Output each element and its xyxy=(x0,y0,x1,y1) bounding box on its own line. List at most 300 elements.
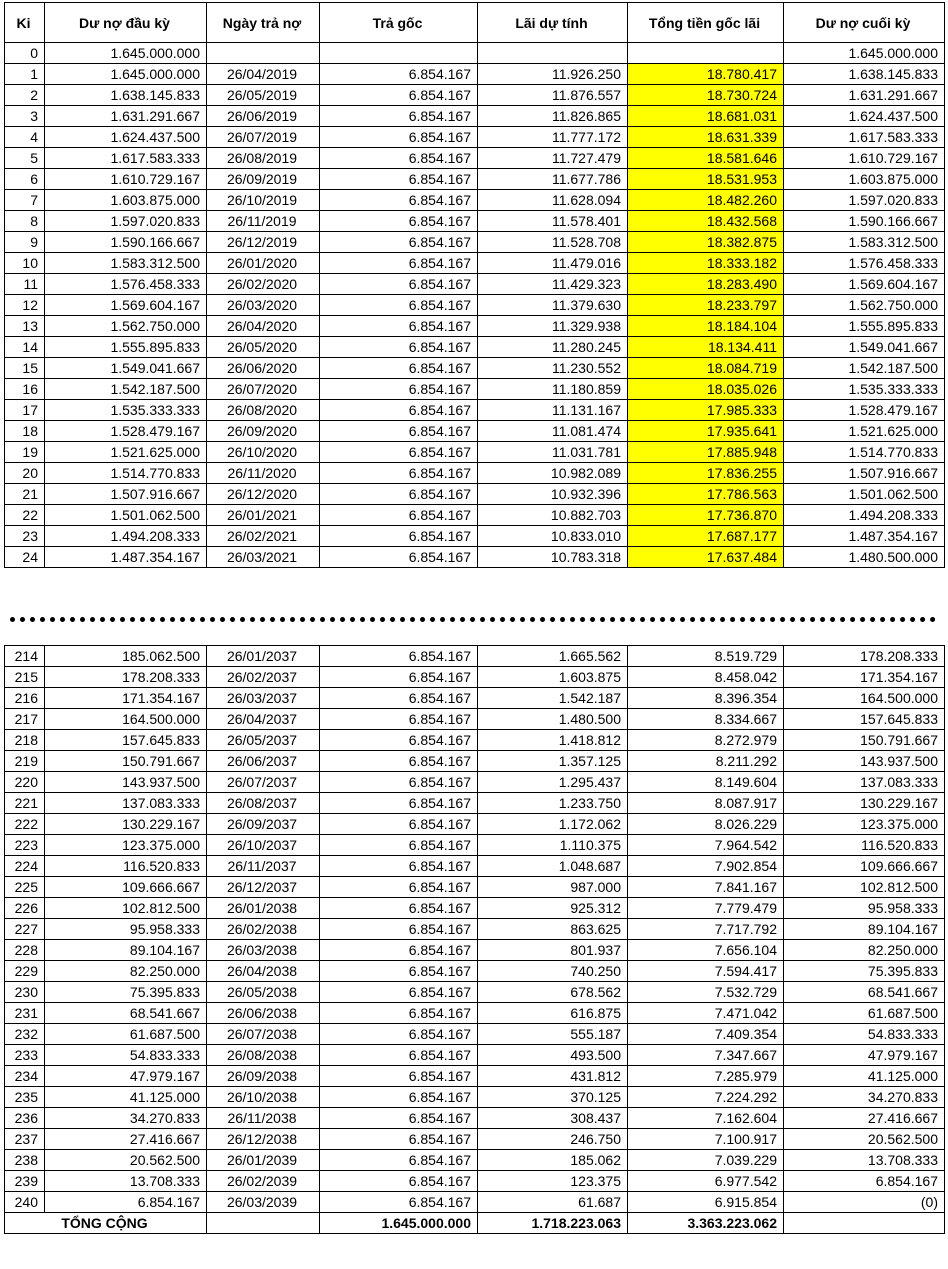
cell-lai-du-tinh: 308.437 xyxy=(478,1108,628,1129)
cell-ngay-tra-no: 26/02/2021 xyxy=(207,526,320,547)
cell-lai-du-tinh: 1.295.437 xyxy=(478,772,628,793)
cell-lai-du-tinh: 493.500 xyxy=(478,1045,628,1066)
cell-du-no-cuoi-ky: 1.610.729.167 xyxy=(784,148,945,169)
cell-du-no-dau-ky: 1.645.000.000 xyxy=(45,43,207,64)
cell-du-no-dau-ky: 1.645.000.000 xyxy=(45,64,207,85)
cell-tong-tien-goc-lai: 8.087.917 xyxy=(628,793,784,814)
cell-ngay-tra-no: 26/08/2038 xyxy=(207,1045,320,1066)
cell-ngay-tra-no: 26/08/2037 xyxy=(207,793,320,814)
table-row xyxy=(5,1108,945,1129)
cell-ki: 11 xyxy=(5,274,45,295)
cell-tong-tien-goc-lai: 7.779.479 xyxy=(628,898,784,919)
cell-tong-tien-goc-lai xyxy=(628,43,784,64)
table-row xyxy=(5,877,945,898)
cell-lai-du-tinh: 11.429.323 xyxy=(478,274,628,295)
cell-du-no-cuoi-ky: 164.500.000 xyxy=(784,688,945,709)
cell-du-no-cuoi-ky: 1.631.291.667 xyxy=(784,85,945,106)
cell-tra-goc: 6.854.167 xyxy=(320,421,478,442)
cell-tong-tien-goc-lai: 7.409.354 xyxy=(628,1024,784,1045)
table-row xyxy=(5,526,945,547)
table-row xyxy=(5,646,945,667)
cell-lai-du-tinh: 863.625 xyxy=(478,919,628,940)
cell-tong-tien-goc-lai: 17.985.333 xyxy=(628,400,784,421)
cell-tong-tien-goc-lai: 18.432.568 xyxy=(628,211,784,232)
cell-ki: 0 xyxy=(5,43,45,64)
cell-du-no-cuoi-ky: 1.638.145.833 xyxy=(784,64,945,85)
cell-du-no-cuoi-ky: 1.494.208.333 xyxy=(784,505,945,526)
cell-du-no-dau-ky: 34.270.833 xyxy=(45,1108,207,1129)
cell-tong-tien-goc-lai: 18.035.026 xyxy=(628,379,784,400)
cell-ki: 222 xyxy=(5,814,45,835)
cell-tra-goc: 6.854.167 xyxy=(320,730,478,751)
cell-du-no-dau-ky: 1.617.583.333 xyxy=(45,148,207,169)
cell-du-no-dau-ky: 130.229.167 xyxy=(45,814,207,835)
cell-du-no-dau-ky: 1.576.458.333 xyxy=(45,274,207,295)
cell-lai-du-tinh: 11.528.708 xyxy=(478,232,628,253)
cell-tra-goc: 6.854.167 xyxy=(320,253,478,274)
cell-ki: 6 xyxy=(5,169,45,190)
table-row xyxy=(5,793,945,814)
cell-du-no-cuoi-ky: 6.854.167 xyxy=(784,1171,945,1192)
cell-du-no-dau-ky: 1.597.020.833 xyxy=(45,211,207,232)
cell-ki: 227 xyxy=(5,919,45,940)
cell-ki: 215 xyxy=(5,667,45,688)
cell-du-no-cuoi-ky: 1.603.875.000 xyxy=(784,169,945,190)
cell-tong-tien-goc-lai: 18.333.182 xyxy=(628,253,784,274)
cell-ngay-tra-no: 26/12/2019 xyxy=(207,232,320,253)
cell-du-no-dau-ky: 1.610.729.167 xyxy=(45,169,207,190)
total-empty-date xyxy=(207,1213,320,1234)
cell-ngay-tra-no: 26/01/2021 xyxy=(207,505,320,526)
cell-lai-du-tinh: 555.187 xyxy=(478,1024,628,1045)
cell-du-no-cuoi-ky: 1.583.312.500 xyxy=(784,232,945,253)
cell-du-no-cuoi-ky: 171.354.167 xyxy=(784,667,945,688)
table-row xyxy=(5,898,945,919)
cell-du-no-cuoi-ky: 13.708.333 xyxy=(784,1150,945,1171)
cell-ki: 231 xyxy=(5,1003,45,1024)
table-row xyxy=(5,1087,945,1108)
cell-tra-goc: 6.854.167 xyxy=(320,274,478,295)
cell-tra-goc: 6.854.167 xyxy=(320,316,478,337)
cell-tra-goc: 6.854.167 xyxy=(320,772,478,793)
table-row xyxy=(5,295,945,316)
cell-du-no-dau-ky: 61.687.500 xyxy=(45,1024,207,1045)
cell-ki: 214 xyxy=(5,646,45,667)
cell-lai-du-tinh: 10.932.396 xyxy=(478,484,628,505)
cell-tong-tien-goc-lai: 18.531.953 xyxy=(628,169,784,190)
cell-lai-du-tinh: 11.379.630 xyxy=(478,295,628,316)
cell-du-no-dau-ky: 1.562.750.000 xyxy=(45,316,207,337)
table-row xyxy=(5,400,945,421)
table-row xyxy=(5,1171,945,1192)
cell-du-no-dau-ky: 164.500.000 xyxy=(45,709,207,730)
cell-tong-tien-goc-lai: 8.458.042 xyxy=(628,667,784,688)
cell-lai-du-tinh: 11.280.245 xyxy=(478,337,628,358)
cell-ki: 219 xyxy=(5,751,45,772)
cell-lai-du-tinh: 11.180.859 xyxy=(478,379,628,400)
table-row xyxy=(5,1129,945,1150)
table-row xyxy=(5,274,945,295)
cell-lai-du-tinh: 11.826.865 xyxy=(478,106,628,127)
cell-tong-tien-goc-lai: 18.382.875 xyxy=(628,232,784,253)
table-row xyxy=(5,379,945,400)
cell-lai-du-tinh: 1.172.062 xyxy=(478,814,628,835)
cell-ki: 223 xyxy=(5,835,45,856)
cell-lai-du-tinh: 1.110.375 xyxy=(478,835,628,856)
table-row xyxy=(5,442,945,463)
cell-ki: 15 xyxy=(5,358,45,379)
cell-du-no-dau-ky: 95.958.333 xyxy=(45,919,207,940)
cell-ngay-tra-no: 26/05/2037 xyxy=(207,730,320,751)
cell-ngay-tra-no: 26/11/2020 xyxy=(207,463,320,484)
cell-tong-tien-goc-lai: 17.687.177 xyxy=(628,526,784,547)
table-row xyxy=(5,814,945,835)
table-row xyxy=(5,688,945,709)
cell-du-no-dau-ky: 1.487.354.167 xyxy=(45,547,207,568)
cell-du-no-dau-ky: 1.514.770.833 xyxy=(45,463,207,484)
cell-ngay-tra-no: 26/10/2037 xyxy=(207,835,320,856)
cell-du-no-dau-ky: 27.416.667 xyxy=(45,1129,207,1150)
cell-tra-goc: 6.854.167 xyxy=(320,190,478,211)
cell-ngay-tra-no: 26/11/2019 xyxy=(207,211,320,232)
cell-tra-goc: 6.854.167 xyxy=(320,1192,478,1213)
cell-ki: 8 xyxy=(5,211,45,232)
table-row xyxy=(5,1066,945,1087)
cell-ngay-tra-no: 26/04/2038 xyxy=(207,961,320,982)
cell-ki: 218 xyxy=(5,730,45,751)
total-tong-tien: 3.363.223.062 xyxy=(628,1213,784,1234)
cell-tong-tien-goc-lai: 18.184.104 xyxy=(628,316,784,337)
cell-tra-goc: 6.854.167 xyxy=(320,295,478,316)
cell-du-no-dau-ky: 109.666.667 xyxy=(45,877,207,898)
cell-du-no-cuoi-ky: 20.562.500 xyxy=(784,1129,945,1150)
cell-ki: 23 xyxy=(5,526,45,547)
cell-du-no-dau-ky: 1.535.333.333 xyxy=(45,400,207,421)
table-row xyxy=(5,919,945,940)
cell-ngay-tra-no: 26/07/2037 xyxy=(207,772,320,793)
cell-du-no-dau-ky: 1.494.208.333 xyxy=(45,526,207,547)
cell-du-no-dau-ky: 1.549.041.667 xyxy=(45,358,207,379)
cell-lai-du-tinh xyxy=(478,43,628,64)
cell-ngay-tra-no: 26/09/2019 xyxy=(207,169,320,190)
cell-tra-goc xyxy=(320,43,478,64)
cell-du-no-cuoi-ky: 1.528.479.167 xyxy=(784,400,945,421)
table-row xyxy=(5,1003,945,1024)
cell-ngay-tra-no: 26/12/2038 xyxy=(207,1129,320,1150)
cell-du-no-cuoi-ky: 1.569.604.167 xyxy=(784,274,945,295)
cell-lai-du-tinh: 801.937 xyxy=(478,940,628,961)
cell-du-no-cuoi-ky: 130.229.167 xyxy=(784,793,945,814)
total-label: TỔNG CỘNG xyxy=(5,1213,207,1234)
cell-du-no-dau-ky: 82.250.000 xyxy=(45,961,207,982)
cell-ki: 14 xyxy=(5,337,45,358)
cell-ki: 238 xyxy=(5,1150,45,1171)
cell-tra-goc: 6.854.167 xyxy=(320,982,478,1003)
cell-lai-du-tinh: 740.250 xyxy=(478,961,628,982)
cell-du-no-cuoi-ky: 1.562.750.000 xyxy=(784,295,945,316)
cell-lai-du-tinh: 616.875 xyxy=(478,1003,628,1024)
cell-ngay-tra-no: 26/11/2037 xyxy=(207,856,320,877)
cell-du-no-cuoi-ky: 102.812.500 xyxy=(784,877,945,898)
cell-lai-du-tinh: 987.000 xyxy=(478,877,628,898)
cell-ki: 240 xyxy=(5,1192,45,1213)
cell-tong-tien-goc-lai: 8.334.667 xyxy=(628,709,784,730)
cell-lai-du-tinh: 11.131.167 xyxy=(478,400,628,421)
cell-ngay-tra-no: 26/02/2039 xyxy=(207,1171,320,1192)
cell-ki: 217 xyxy=(5,709,45,730)
table-row xyxy=(5,421,945,442)
cell-lai-du-tinh: 11.677.786 xyxy=(478,169,628,190)
table-row xyxy=(5,835,945,856)
cell-ki: 220 xyxy=(5,772,45,793)
cell-tong-tien-goc-lai: 8.519.729 xyxy=(628,646,784,667)
table-row xyxy=(5,505,945,526)
table-row xyxy=(5,106,945,127)
cell-ngay-tra-no: 26/04/2019 xyxy=(207,64,320,85)
table-row xyxy=(5,85,945,106)
cell-du-no-dau-ky: 1.542.187.500 xyxy=(45,379,207,400)
table-row xyxy=(5,751,945,772)
cell-du-no-dau-ky: 102.812.500 xyxy=(45,898,207,919)
cell-lai-du-tinh: 1.603.875 xyxy=(478,667,628,688)
cell-tong-tien-goc-lai: 18.780.417 xyxy=(628,64,784,85)
table-row xyxy=(5,772,945,793)
cell-ngay-tra-no: 26/07/2038 xyxy=(207,1024,320,1045)
cell-du-no-dau-ky: 116.520.833 xyxy=(45,856,207,877)
cell-ki: 10 xyxy=(5,253,45,274)
cell-du-no-dau-ky: 68.541.667 xyxy=(45,1003,207,1024)
cell-tra-goc: 6.854.167 xyxy=(320,547,478,568)
cell-du-no-dau-ky: 1.555.895.833 xyxy=(45,337,207,358)
header-du-no-dau-ky: Dư nợ đầu kỳ xyxy=(45,3,207,43)
cell-du-no-dau-ky: 89.104.167 xyxy=(45,940,207,961)
cell-tong-tien-goc-lai: 17.885.948 xyxy=(628,442,784,463)
cell-ki: 2 xyxy=(5,85,45,106)
cell-du-no-cuoi-ky: 1.617.583.333 xyxy=(784,127,945,148)
cell-tra-goc: 6.854.167 xyxy=(320,526,478,547)
cell-tra-goc: 6.854.167 xyxy=(320,919,478,940)
cell-tong-tien-goc-lai: 7.841.167 xyxy=(628,877,784,898)
cell-ki: 237 xyxy=(5,1129,45,1150)
cell-lai-du-tinh: 61.687 xyxy=(478,1192,628,1213)
table-row xyxy=(5,463,945,484)
cell-ki: 224 xyxy=(5,856,45,877)
cell-lai-du-tinh: 431.812 xyxy=(478,1066,628,1087)
cell-du-no-cuoi-ky: 1.624.437.500 xyxy=(784,106,945,127)
cell-ngay-tra-no: 26/01/2020 xyxy=(207,253,320,274)
cell-ki: 221 xyxy=(5,793,45,814)
cell-ngay-tra-no: 26/10/2020 xyxy=(207,442,320,463)
cell-tong-tien-goc-lai: 17.935.641 xyxy=(628,421,784,442)
cell-ki: 230 xyxy=(5,982,45,1003)
cell-du-no-cuoi-ky: 123.375.000 xyxy=(784,814,945,835)
cell-ngay-tra-no: 26/09/2020 xyxy=(207,421,320,442)
cell-du-no-cuoi-ky: 68.541.667 xyxy=(784,982,945,1003)
table-row xyxy=(5,961,945,982)
table-row xyxy=(5,982,945,1003)
cell-du-no-cuoi-ky: 150.791.667 xyxy=(784,730,945,751)
cell-tra-goc: 6.854.167 xyxy=(320,856,478,877)
cell-tra-goc: 6.854.167 xyxy=(320,940,478,961)
cell-du-no-cuoi-ky: 47.979.167 xyxy=(784,1045,945,1066)
cell-du-no-dau-ky: 1.521.625.000 xyxy=(45,442,207,463)
cell-ngay-tra-no: 26/07/2019 xyxy=(207,127,320,148)
table-row xyxy=(5,730,945,751)
cell-tra-goc: 6.854.167 xyxy=(320,1150,478,1171)
cell-tra-goc: 6.854.167 xyxy=(320,1066,478,1087)
cell-tra-goc: 6.854.167 xyxy=(320,961,478,982)
cell-ngay-tra-no: 26/10/2038 xyxy=(207,1087,320,1108)
cell-ki: 13 xyxy=(5,316,45,337)
cell-du-no-cuoi-ky: 1.576.458.333 xyxy=(784,253,945,274)
cell-tong-tien-goc-lai: 18.581.646 xyxy=(628,148,784,169)
cell-ki: 16 xyxy=(5,379,45,400)
total-tra-goc: 1.645.000.000 xyxy=(320,1213,478,1234)
table-row xyxy=(5,1192,945,1213)
cell-tong-tien-goc-lai: 7.039.229 xyxy=(628,1150,784,1171)
cell-ki: 21 xyxy=(5,484,45,505)
cell-ki: 20 xyxy=(5,463,45,484)
cell-tong-tien-goc-lai: 7.594.417 xyxy=(628,961,784,982)
cell-du-no-dau-ky: 41.125.000 xyxy=(45,1087,207,1108)
cell-lai-du-tinh: 11.031.781 xyxy=(478,442,628,463)
cell-ki: 236 xyxy=(5,1108,45,1129)
cell-du-no-cuoi-ky: 89.104.167 xyxy=(784,919,945,940)
cell-du-no-dau-ky: 13.708.333 xyxy=(45,1171,207,1192)
cell-tra-goc: 6.854.167 xyxy=(320,1087,478,1108)
cell-tong-tien-goc-lai: 18.681.031 xyxy=(628,106,784,127)
cell-tra-goc: 6.854.167 xyxy=(320,232,478,253)
cell-tong-tien-goc-lai: 6.915.854 xyxy=(628,1192,784,1213)
cell-du-no-cuoi-ky: 75.395.833 xyxy=(784,961,945,982)
amortization-table-bottom xyxy=(4,645,945,1234)
cell-ki: 225 xyxy=(5,877,45,898)
cell-du-no-dau-ky: 1.501.062.500 xyxy=(45,505,207,526)
table-row xyxy=(5,148,945,169)
cell-du-no-cuoi-ky: 116.520.833 xyxy=(784,835,945,856)
amortization-table-top xyxy=(4,2,945,568)
cell-tong-tien-goc-lai: 18.283.490 xyxy=(628,274,784,295)
cell-du-no-dau-ky: 1.590.166.667 xyxy=(45,232,207,253)
cell-tra-goc: 6.854.167 xyxy=(320,148,478,169)
cell-du-no-dau-ky: 1.631.291.667 xyxy=(45,106,207,127)
cell-ki: 5 xyxy=(5,148,45,169)
cell-du-no-cuoi-ky: 1.535.333.333 xyxy=(784,379,945,400)
cell-lai-du-tinh: 11.777.172 xyxy=(478,127,628,148)
cell-tong-tien-goc-lai: 8.149.604 xyxy=(628,772,784,793)
table-row xyxy=(5,1045,945,1066)
cell-ki: 232 xyxy=(5,1024,45,1045)
cell-ki: 9 xyxy=(5,232,45,253)
cell-lai-du-tinh: 1.480.500 xyxy=(478,709,628,730)
cell-lai-du-tinh: 370.125 xyxy=(478,1087,628,1108)
cell-du-no-dau-ky: 150.791.667 xyxy=(45,751,207,772)
cell-tra-goc: 6.854.167 xyxy=(320,169,478,190)
cell-du-no-cuoi-ky: 1.507.916.667 xyxy=(784,463,945,484)
table-row xyxy=(5,211,945,232)
total-lai-du-tinh: 1.718.223.063 xyxy=(478,1213,628,1234)
cell-ki: 4 xyxy=(5,127,45,148)
cell-du-no-cuoi-ky: 137.083.333 xyxy=(784,772,945,793)
cell-du-no-cuoi-ky: 61.687.500 xyxy=(784,1003,945,1024)
cell-ngay-tra-no: 26/08/2020 xyxy=(207,400,320,421)
cell-tong-tien-goc-lai: 7.100.917 xyxy=(628,1129,784,1150)
cell-ki: 19 xyxy=(5,442,45,463)
cell-ngay-tra-no: 26/09/2037 xyxy=(207,814,320,835)
cell-lai-du-tinh: 11.329.938 xyxy=(478,316,628,337)
table-row xyxy=(5,64,945,85)
cell-tra-goc: 6.854.167 xyxy=(320,484,478,505)
cell-du-no-cuoi-ky: 1.645.000.000 xyxy=(784,43,945,64)
cell-ngay-tra-no: 26/04/2037 xyxy=(207,709,320,730)
cell-lai-du-tinh: 11.628.094 xyxy=(478,190,628,211)
cell-tong-tien-goc-lai: 7.347.667 xyxy=(628,1045,784,1066)
cell-du-no-dau-ky: 1.507.916.667 xyxy=(45,484,207,505)
cell-ngay-tra-no: 26/03/2021 xyxy=(207,547,320,568)
cell-tong-tien-goc-lai: 18.730.724 xyxy=(628,85,784,106)
cell-tra-goc: 6.854.167 xyxy=(320,835,478,856)
cell-ngay-tra-no: 26/12/2037 xyxy=(207,877,320,898)
cell-du-no-cuoi-ky: 157.645.833 xyxy=(784,709,945,730)
cell-du-no-dau-ky: 1.603.875.000 xyxy=(45,190,207,211)
cell-du-no-dau-ky: 1.528.479.167 xyxy=(45,421,207,442)
cell-du-no-cuoi-ky: 95.958.333 xyxy=(784,898,945,919)
table-row xyxy=(5,232,945,253)
cell-du-no-cuoi-ky: 41.125.000 xyxy=(784,1066,945,1087)
cell-du-no-cuoi-ky: 1.590.166.667 xyxy=(784,211,945,232)
cell-lai-du-tinh: 1.665.562 xyxy=(478,646,628,667)
cell-tra-goc: 6.854.167 xyxy=(320,709,478,730)
cell-ki: 233 xyxy=(5,1045,45,1066)
cell-ki: 228 xyxy=(5,940,45,961)
cell-ngay-tra-no: 26/06/2038 xyxy=(207,1003,320,1024)
cell-tong-tien-goc-lai: 18.134.411 xyxy=(628,337,784,358)
table-row xyxy=(5,169,945,190)
table-row xyxy=(5,190,945,211)
cell-ngay-tra-no: 26/08/2019 xyxy=(207,148,320,169)
cell-ngay-tra-no: 26/09/2038 xyxy=(207,1066,320,1087)
cell-du-no-dau-ky: 157.645.833 xyxy=(45,730,207,751)
cell-ngay-tra-no: 26/06/2037 xyxy=(207,751,320,772)
cell-lai-du-tinh: 1.418.812 xyxy=(478,730,628,751)
cell-tong-tien-goc-lai: 7.471.042 xyxy=(628,1003,784,1024)
cell-lai-du-tinh: 925.312 xyxy=(478,898,628,919)
cell-tong-tien-goc-lai: 18.482.260 xyxy=(628,190,784,211)
cell-tra-goc: 6.854.167 xyxy=(320,106,478,127)
cell-du-no-cuoi-ky: 109.666.667 xyxy=(784,856,945,877)
cell-du-no-dau-ky: 171.354.167 xyxy=(45,688,207,709)
cell-lai-du-tinh: 11.727.479 xyxy=(478,148,628,169)
cell-lai-du-tinh: 11.479.016 xyxy=(478,253,628,274)
cell-tra-goc: 6.854.167 xyxy=(320,688,478,709)
cell-tra-goc: 6.854.167 xyxy=(320,358,478,379)
cell-du-no-cuoi-ky: 34.270.833 xyxy=(784,1087,945,1108)
cell-du-no-dau-ky: 6.854.167 xyxy=(45,1192,207,1213)
cell-du-no-dau-ky: 137.083.333 xyxy=(45,793,207,814)
cell-tong-tien-goc-lai: 7.717.792 xyxy=(628,919,784,940)
cell-tong-tien-goc-lai: 18.084.719 xyxy=(628,358,784,379)
cell-ki: 226 xyxy=(5,898,45,919)
cell-tong-tien-goc-lai: 17.786.563 xyxy=(628,484,784,505)
cell-tong-tien-goc-lai: 17.637.484 xyxy=(628,547,784,568)
cell-ngay-tra-no: 26/03/2039 xyxy=(207,1192,320,1213)
cell-lai-du-tinh: 10.833.010 xyxy=(478,526,628,547)
cell-ki: 1 xyxy=(5,64,45,85)
cell-lai-du-tinh: 10.982.089 xyxy=(478,463,628,484)
cell-lai-du-tinh: 11.578.401 xyxy=(478,211,628,232)
header-tong-tien-goc-lai: Tổng tiền gốc lãi xyxy=(628,3,784,43)
cell-ngay-tra-no: 26/06/2020 xyxy=(207,358,320,379)
